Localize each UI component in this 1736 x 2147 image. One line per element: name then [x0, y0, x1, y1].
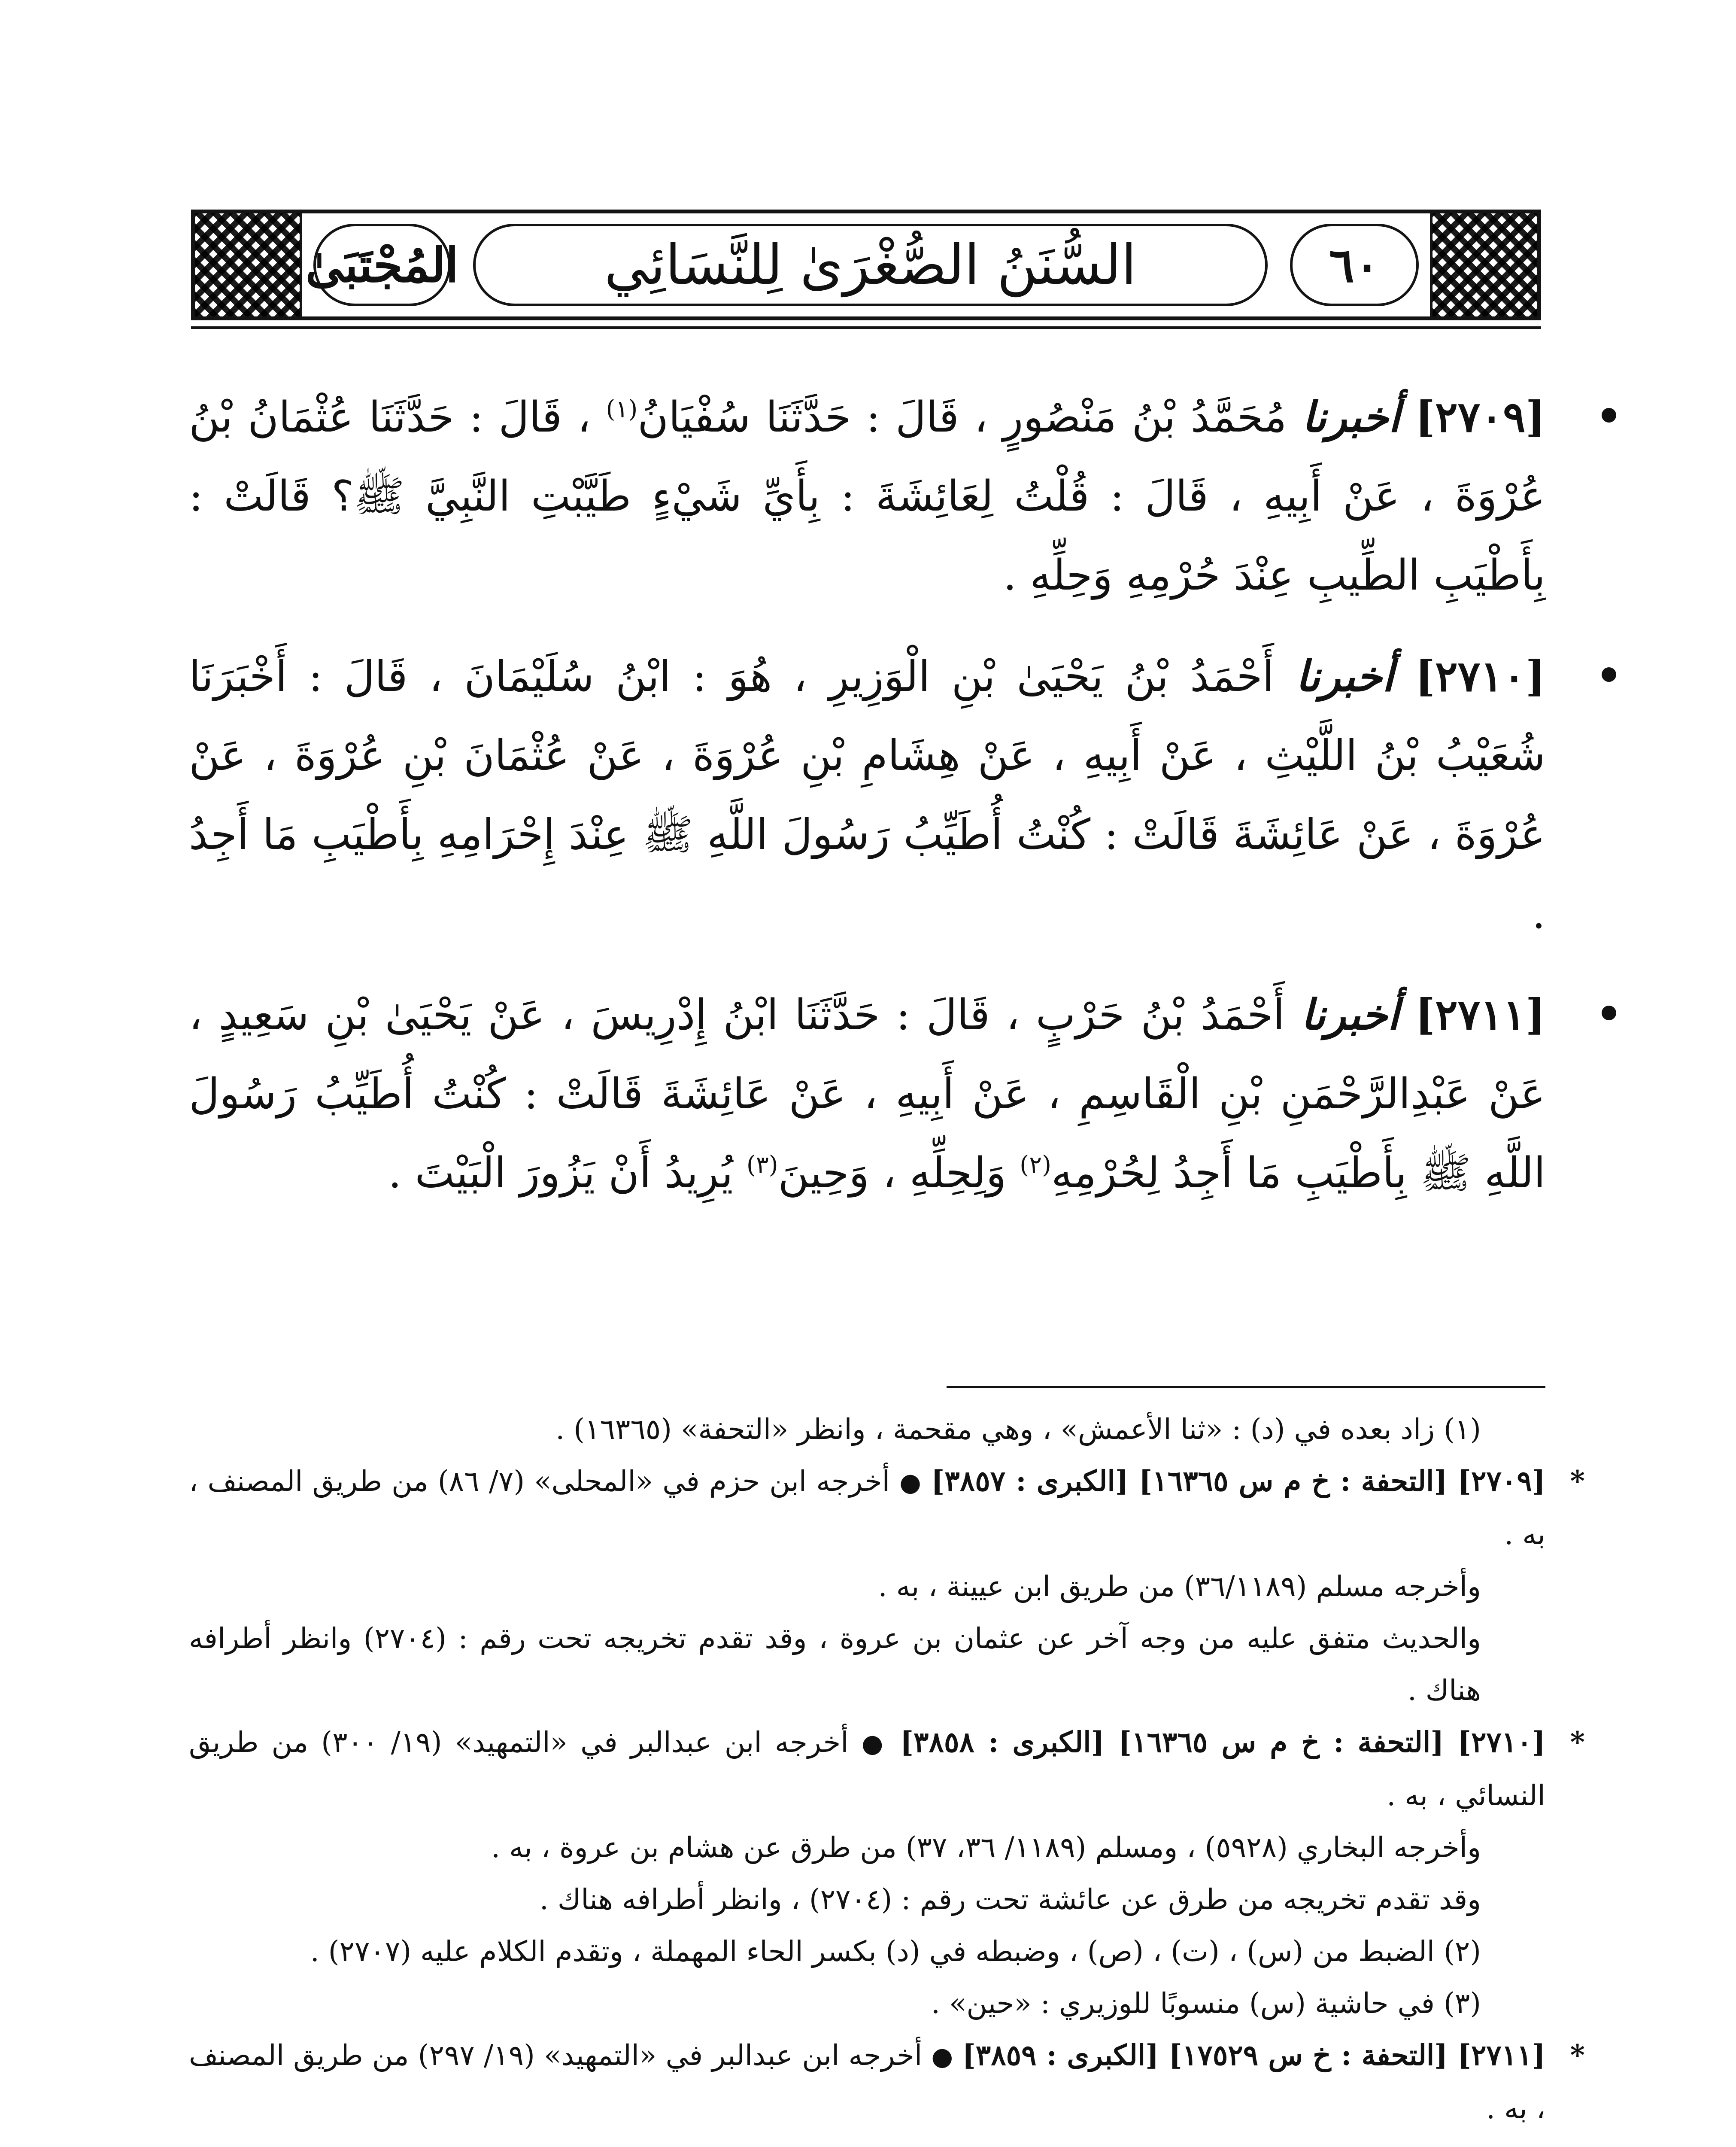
- hadith-text: يُرِيدُ أَنْ يَزُورَ الْبَيْتَ .: [388, 1149, 747, 1198]
- takhrij-text: وقد تقدم تخريجه من طرق عن عائشة تحت رقم : (٢٧٠٤) ، وانظر أطرافه هناك .: [539, 1883, 1481, 1916]
- footnotes: [189, 1403, 1585, 2135]
- footnote-1: (١) زاد بعده في (د) : «ثنا الأعمش» ، وهي مقحمة ، وانظر «التحفة» (١٦٣٦٥) .: [555, 1413, 1481, 1446]
- header-ornament-left: [195, 213, 302, 316]
- footnote-2: (٢) الضبط من (س) ، (ت) ، (ص) ، وضبطه في (د) بكسر الحاء المهملة ، وتقدم الكلام عليه (٢٧٠٧) .: [310, 1935, 1481, 1968]
- page-number: ٦٠: [1290, 224, 1419, 306]
- takhrij-text: وأخرجه مسلم (٣٦/١١٨٩) من طريق ابن عيينة ، به .: [878, 1570, 1481, 1603]
- hadith-number: [٢٧١٠]: [1415, 652, 1545, 701]
- bullet-icon: ●: [861, 1729, 887, 1758]
- footnote-separator: [947, 1386, 1545, 1388]
- takhrij-refs: [٢٧٠٩] [التحفة : خ م س ١٦٣٦٥] [الكبرى : ٣٨٥٧]: [931, 1464, 1546, 1498]
- bullet-icon: [1602, 408, 1616, 423]
- footnote-marker: (٣): [746, 1151, 778, 1179]
- hadith-text: مُحَمَّدُ بْنُ مَنْصُورٍ ، قَالَ : حَدَّثَنَا سُفْيَانُ: [637, 393, 1302, 442]
- takhrij-refs: [٢٧١٠] [التحفة : خ م س ١٦٣٦٥] [الكبرى : ٣٨٥٨]: [900, 1725, 1546, 1759]
- footnote-marker: (١): [606, 395, 638, 423]
- bullet-icon: ●: [931, 2042, 953, 2071]
- hadith-text: أَحْمَدُ بْنُ يَحْيَىٰ بْنِ الْوَزِيرِ ، هُوَ : ابْنُ سُلَيْمَانَ ، قَالَ : أَخْبَرَنَا شُعَيْبُ بْنُ اللَّيْثِ ، عَنْ أَبِيهِ ، عَنْ هِشَامِ بْنِ عُرْوَةَ ، عَنْ عُثْمَانَ بْنِ عُرْوَةَ ، عَنْ عُرْوَةَ ، عَنْ عَائِشَةَ قَالَتْ : كُنْتُ أُطَيِّبُ رَسُولَ اللَّهِ ﷺ عِنْدَ إِحْرَامِهِ بِأَطْيَبِ مَا أَجِدُ .: [189, 652, 1545, 938]
- bullet-icon: [1602, 667, 1616, 682]
- takhrij-refs: [٢٧١١] [التحفة : خ س ١٧٥٢٩] [الكبرى : ٣٨٥٩]: [962, 2038, 1546, 2072]
- takhrij-text: أخرجه ابن عبدالبر في «التمهيد» (١٩/ ٢٩٧) من طريق المصنف ، به .: [189, 2039, 1545, 2125]
- takhrij-2711: [189, 2029, 1585, 2135]
- collection-name: المُجْتَبَىٰ: [313, 224, 451, 306]
- footnote-marker: (٢): [1020, 1151, 1052, 1179]
- asterisk-icon: *: [1570, 1464, 1585, 1498]
- asterisk-icon: *: [1570, 1725, 1585, 1759]
- footnote-3: (٣) في حاشية (س) منسوبًا للوزيري : «حين» .: [931, 1987, 1481, 2020]
- hadith-number: [٢٧١١]: [1415, 990, 1545, 1040]
- hadith-opening: أخبرنا: [1296, 652, 1394, 701]
- takhrij-text: والحديث متفق عليه من وجه آخر عن عثمان بن عروة ، وقد تقدم تخريجه تحت رقم : (٢٧٠٤) وانظر أطرافه هناك .: [189, 1622, 1481, 1707]
- asterisk-icon: *: [1570, 2038, 1585, 2072]
- header-rule: [191, 326, 1541, 329]
- hadith-text: وَلِحِلِّهِ ، وَحِينَ: [778, 1149, 1020, 1198]
- main-text: [189, 378, 1545, 1235]
- bullet-icon: ●: [899, 1468, 922, 1497]
- takhrij-2709: [189, 1455, 1585, 1560]
- hadith-2710: [189, 637, 1545, 953]
- hadith-opening: أخبرنا: [1302, 392, 1400, 442]
- hadith-text: أَحْمَدُ بْنُ حَرْبٍ ، قَالَ : حَدَّثَنَا ابْنُ إِدْرِيسَ ، عَنْ يَحْيَىٰ بْنِ سَعِيدٍ ، عَنْ عَبْدِالرَّحْمَنِ بْنِ الْقَاسِمِ ، عَنْ أَبِيهِ ، عَنْ عَائِشَةَ قَالَتْ : كُنْتُ أُطَيِّبُ رَسُولَ اللَّهِ ﷺ بِأَطْيَبِ مَا أَجِدُ لِحُرْمِهِ: [189, 991, 1545, 1198]
- hadith-opening: أخبرنا: [1301, 990, 1399, 1040]
- takhrij-text: أخرجه ابن حزم في «المحلى» (٧/ ٨٦) من طريق المصنف ، به .: [189, 1465, 1545, 1551]
- hadith-2711: [189, 976, 1545, 1213]
- takhrij-text: وأخرجه البخاري (٥٩٢٨) ، ومسلم (١١٨٩/ ٣٦، ٣٧) من طرق عن هشام بن عروة ، به .: [491, 1831, 1481, 1864]
- takhrij-text: أخرجه ابن عبدالبر في «التمهيد» (١٩/ ٣٠٠) من طريق النسائي ، به .: [189, 1726, 1545, 1812]
- bullet-icon: [1602, 1006, 1616, 1020]
- hadith-number: [٢٧٠٩]: [1415, 392, 1546, 442]
- hadith-text: ، قَالَ : حَدَّثَنَا عُثْمَانُ بْنُ عُرْوَةَ ، عَنْ أَبِيهِ ، قَالَ : قُلْتُ لِعَائِشَةَ : بِأَيِّ شَيْءٍ طَيَّبْتِ النَّبِيَّ ﷺ؟ قَالَتْ : بِأَطْيَبِ الطِّيبِ عِنْدَ حُرْمِهِ وَحِلِّهِ .: [189, 393, 1545, 600]
- hadith-2709: [189, 378, 1545, 615]
- book-title: السُّنَنُ الصُّغْرَىٰ لِلنَّسَائِي: [473, 224, 1268, 306]
- header-ornament-right: [1430, 213, 1537, 316]
- page-header: [191, 210, 1541, 320]
- takhrij-2710: [189, 1716, 1585, 1822]
